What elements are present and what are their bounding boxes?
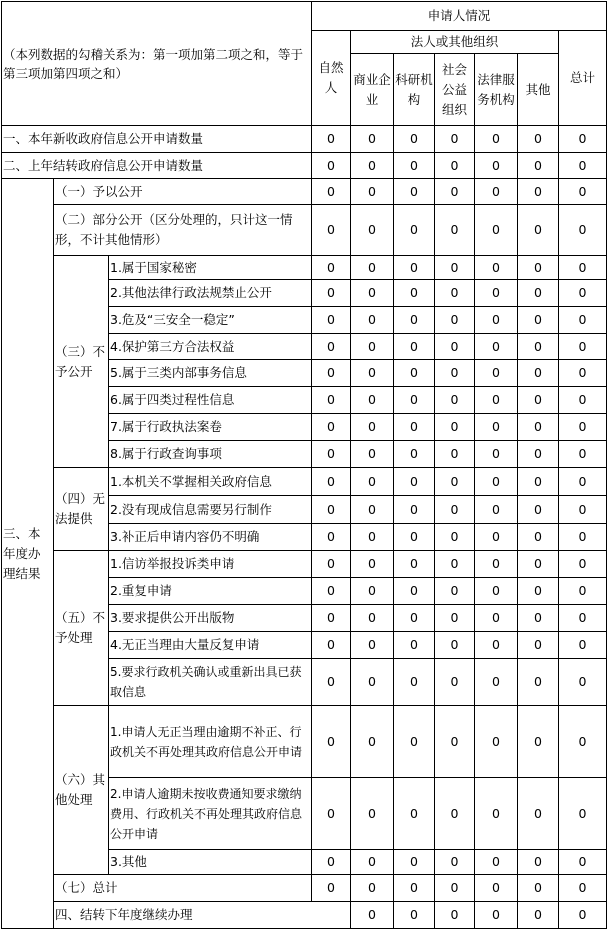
not-processed-item-4-value-1: 0	[351, 632, 394, 659]
row-carry-forward-value-2: 0	[435, 902, 475, 929]
other-handling-item-3-value-1: 0	[351, 850, 394, 875]
row-new-requests-value-1: 0	[351, 126, 394, 153]
group-partially-disclosed-value-0: 0	[312, 205, 351, 256]
not-processed-item-2-value-5: 0	[518, 578, 559, 605]
unable-item-3-value-5: 0	[518, 524, 559, 551]
not-disclosed-item-4-value-3: 0	[435, 334, 475, 360]
row-carry-forward-value-1: 0	[394, 902, 435, 929]
other-handling-item-3-value-0: 0	[312, 850, 351, 875]
section-results-label: 三、本年度办理结果	[2, 179, 54, 929]
not-processed-item-3-value-3: 0	[435, 605, 475, 632]
other-handling-item-2-value-2: 0	[394, 778, 435, 850]
not-processed-item-3-value-0: 0	[312, 605, 351, 632]
not-processed-item: 2.重复申请	[109, 578, 312, 605]
col-other: 其他	[518, 54, 559, 126]
not-processed-item-3-value-4: 0	[475, 605, 518, 632]
unable-item-1-value-3: 0	[435, 468, 475, 496]
unable-item-3-value-6: 0	[559, 524, 607, 551]
not-disclosed-item-3-value-5: 0	[518, 307, 559, 334]
other-handling-item-3-value-5: 0	[518, 850, 559, 875]
unable-item-2-value-4: 0	[475, 496, 518, 524]
table-row	[2, 902, 607, 929]
row-carried-over-value-3: 0	[435, 153, 475, 179]
not-processed-item-5-value-4: 0	[475, 659, 518, 706]
not-processed-item-1-value-5: 0	[518, 551, 559, 578]
not-disclosed-item-3-value-0: 0	[312, 307, 351, 334]
unable-item-1-value-4: 0	[475, 468, 518, 496]
row-carry-forward: 四、结转下年度继续办理	[54, 902, 351, 929]
other-handling-item-2-value-1: 0	[351, 778, 394, 850]
not-disclosed-item-7-value-1: 0	[351, 414, 394, 441]
not-disclosed-item-7-value-6: 0	[559, 414, 607, 441]
not-disclosed-item-4-value-6: 0	[559, 334, 607, 360]
group-disclosed-value-4: 0	[475, 179, 518, 205]
unable-item-3-value-1: 0	[351, 524, 394, 551]
not-disclosed-item-6-value-1: 0	[351, 387, 394, 414]
not-processed-item: 1.信访举报投诉类申请	[109, 551, 312, 578]
unable-item-1-value-6: 0	[559, 468, 607, 496]
not-disclosed-item-8-value-0: 0	[312, 441, 351, 468]
not-processed-item: 4.无正当理由大量反复申请	[109, 632, 312, 659]
other-handling-item-1-value-0: 0	[312, 706, 351, 778]
not-processed-item-5-value-5: 0	[518, 659, 559, 706]
not-processed-item-2-value-3: 0	[435, 578, 475, 605]
row-carried-over-value-1: 0	[351, 153, 394, 179]
group-total-value-1: 0	[351, 875, 394, 902]
row-new-requests-value-0: 0	[312, 126, 351, 153]
not-disclosed-item-1-value-6: 0	[559, 256, 607, 280]
not-disclosed-item: 4.保护第三方合法权益	[109, 334, 312, 360]
not-processed-item-5-value-1: 0	[351, 659, 394, 706]
not-disclosed-item-1-value-5: 0	[518, 256, 559, 280]
other-handling-item: 3.其他	[109, 850, 312, 875]
other-handling-item-2-value-3: 0	[435, 778, 475, 850]
unable-item-3-value-0: 0	[312, 524, 351, 551]
not-disclosed-item: 1.属于国家秘密	[109, 256, 312, 280]
not-processed-item-2-value-4: 0	[475, 578, 518, 605]
unable-item-2-value-5: 0	[518, 496, 559, 524]
other-handling-item-3-value-6: 0	[559, 850, 607, 875]
not-disclosed-item-7-value-3: 0	[435, 414, 475, 441]
other-handling-item-1-value-5: 0	[518, 706, 559, 778]
unable-item-1-value-0: 0	[312, 468, 351, 496]
row-carried-over-value-6: 0	[559, 153, 607, 179]
group-other-handling: （六）其他处理	[54, 706, 109, 875]
not-disclosed-item: 2.其他法律行政法规禁止公开	[109, 280, 312, 307]
group-partially-disclosed-value-2: 0	[394, 205, 435, 256]
not-processed-item-5-value-0: 0	[312, 659, 351, 706]
group-disclosed-value-0: 0	[312, 179, 351, 205]
group-total-value-6: 0	[559, 875, 607, 902]
unable-item: 1.本机关不掌握相关政府信息	[109, 468, 312, 496]
not-disclosed-item-5-value-2: 0	[394, 360, 435, 387]
not-processed-item-1-value-2: 0	[394, 551, 435, 578]
not-processed-item-2-value-1: 0	[351, 578, 394, 605]
not-processed-item-4-value-4: 0	[475, 632, 518, 659]
not-disclosed-item-5-value-0: 0	[312, 360, 351, 387]
col-business: 商业企业	[351, 54, 394, 126]
not-disclosed-item-8-value-5: 0	[518, 441, 559, 468]
col-natural-person: 自然人	[312, 31, 351, 126]
not-disclosed-item-2-value-6: 0	[559, 280, 607, 307]
not-disclosed-item-6-value-3: 0	[435, 387, 475, 414]
group-disclosed-value-1: 0	[351, 179, 394, 205]
not-disclosed-item-7-value-4: 0	[475, 414, 518, 441]
not-disclosed-item-1-value-1: 0	[351, 256, 394, 280]
group-not-processed: （五）不予处理	[54, 551, 109, 706]
group-partially-disclosed-value-6: 0	[559, 205, 607, 256]
other-handling-item-2-value-6: 0	[559, 778, 607, 850]
row-new-requests-value-6: 0	[559, 126, 607, 153]
not-processed-item-4-value-0: 0	[312, 632, 351, 659]
legal-group-header: 法人或其他组织	[351, 31, 559, 54]
group-total-value-3: 0	[435, 875, 475, 902]
unable-item-2-value-3: 0	[435, 496, 475, 524]
not-disclosed-item-5-value-3: 0	[435, 360, 475, 387]
group-unable-to-provide: （四）无法提供	[54, 468, 109, 551]
not-disclosed-item-4-value-0: 0	[312, 334, 351, 360]
not-processed-item-4-value-6: 0	[559, 632, 607, 659]
not-disclosed-item-7-value-0: 0	[312, 414, 351, 441]
other-handling-item-2-value-5: 0	[518, 778, 559, 850]
unable-item-3-value-3: 0	[435, 524, 475, 551]
not-processed-item-2-value-6: 0	[559, 578, 607, 605]
not-processed-item-1-value-0: 0	[312, 551, 351, 578]
not-disclosed-item-1-value-4: 0	[475, 256, 518, 280]
not-disclosed-item-6-value-0: 0	[312, 387, 351, 414]
group-disclosed-value-2: 0	[394, 179, 435, 205]
not-processed-item-3-value-5: 0	[518, 605, 559, 632]
other-handling-item-1-value-2: 0	[394, 706, 435, 778]
group-not-disclosed: （三）不予公开	[54, 256, 109, 468]
not-disclosed-item-7-value-5: 0	[518, 414, 559, 441]
not-processed-item-4-value-3: 0	[435, 632, 475, 659]
table-row	[2, 205, 607, 256]
row-carried-over-value-2: 0	[394, 153, 435, 179]
applicant-situation-header: 申请人情况	[312, 2, 607, 31]
col-public-welfare: 社会公益组织	[435, 54, 475, 126]
group-disclosed-value-5: 0	[518, 179, 559, 205]
not-disclosed-item-6-value-5: 0	[518, 387, 559, 414]
table-row	[2, 875, 607, 902]
not-disclosed-item-4-value-2: 0	[394, 334, 435, 360]
other-handling-item: 2.申请人逾期未按收费通知要求缴纳费用、行政机关不再处理其政府信息公开申请	[109, 778, 312, 850]
other-handling-item-1-value-3: 0	[435, 706, 475, 778]
unable-item-1-value-1: 0	[351, 468, 394, 496]
not-disclosed-item-2-value-2: 0	[394, 280, 435, 307]
unable-item: 2.没有现成信息需要另行制作	[109, 496, 312, 524]
group-partially-disclosed-value-1: 0	[351, 205, 394, 256]
not-disclosed-item-8-value-3: 0	[435, 441, 475, 468]
other-handling-item-3-value-4: 0	[475, 850, 518, 875]
not-disclosed-item-2-value-1: 0	[351, 280, 394, 307]
not-disclosed-item-5-value-4: 0	[475, 360, 518, 387]
not-disclosed-item-1-value-3: 0	[435, 256, 475, 280]
unable-item-2-value-2: 0	[394, 496, 435, 524]
group-total-value-5: 0	[518, 875, 559, 902]
row-carried-over-value-5: 0	[518, 153, 559, 179]
not-processed-item-1-value-1: 0	[351, 551, 394, 578]
not-disclosed-item-6-value-2: 0	[394, 387, 435, 414]
not-processed-item-1-value-3: 0	[435, 551, 475, 578]
other-handling-item-3-value-2: 0	[394, 850, 435, 875]
row-carry-forward-value-4: 0	[518, 902, 559, 929]
not-disclosed-item-2-value-4: 0	[475, 280, 518, 307]
group-partially-disclosed-value-4: 0	[475, 205, 518, 256]
not-processed-item-5-value-2: 0	[394, 659, 435, 706]
gov-info-disclosure-table	[1, 1, 607, 929]
not-disclosed-item-5-value-1: 0	[351, 360, 394, 387]
row-new-requests-value-2: 0	[394, 126, 435, 153]
not-disclosed-item: 5.属于三类内部事务信息	[109, 360, 312, 387]
not-processed-item-2-value-2: 0	[394, 578, 435, 605]
other-handling-item-2-value-4: 0	[475, 778, 518, 850]
not-processed-item: 3.要求提供公开出版物	[109, 605, 312, 632]
not-disclosed-item-6-value-4: 0	[475, 387, 518, 414]
not-disclosed-item-1-value-2: 0	[394, 256, 435, 280]
not-disclosed-item-8-value-2: 0	[394, 441, 435, 468]
other-handling-item-3-value-3: 0	[435, 850, 475, 875]
row-new-requests: 一、本年新收政府信息公开申请数量	[2, 126, 312, 153]
not-disclosed-item-3-value-3: 0	[435, 307, 475, 334]
not-disclosed-item-3-value-4: 0	[475, 307, 518, 334]
row-carried-over: 二、上年结转政府信息公开申请数量	[2, 153, 312, 179]
unable-item-2-value-6: 0	[559, 496, 607, 524]
group-disclosed-value-6: 0	[559, 179, 607, 205]
group-total-value-2: 0	[394, 875, 435, 902]
not-processed-item-2-value-0: 0	[312, 578, 351, 605]
unable-item-2-value-0: 0	[312, 496, 351, 524]
row-carry-forward-value-0: 0	[351, 902, 394, 929]
table-row	[2, 551, 607, 578]
not-disclosed-item-4-value-4: 0	[475, 334, 518, 360]
not-disclosed-item: 6.属于四类过程性信息	[109, 387, 312, 414]
not-disclosed-item-2-value-5: 0	[518, 280, 559, 307]
not-processed-item-3-value-6: 0	[559, 605, 607, 632]
group-partially-disclosed-value-3: 0	[435, 205, 475, 256]
not-disclosed-item: 3.危及“三安全一稳定”	[109, 307, 312, 334]
group-total-value-0: 0	[312, 875, 351, 902]
not-processed-item-4-value-5: 0	[518, 632, 559, 659]
group-disclosed: （一）予以公开	[54, 179, 312, 205]
not-disclosed-item-3-value-2: 0	[394, 307, 435, 334]
col-legal-service: 法律服务机构	[475, 54, 518, 126]
not-processed-item-3-value-1: 0	[351, 605, 394, 632]
table-row	[2, 153, 607, 179]
not-processed-item-3-value-2: 0	[394, 605, 435, 632]
not-processed-item-5-value-3: 0	[435, 659, 475, 706]
other-handling-item: 1.申请人无正当理由逾期不补正、行政机关不再处理其政府信息公开申请	[109, 706, 312, 778]
row-new-requests-value-4: 0	[475, 126, 518, 153]
group-total-value-4: 0	[475, 875, 518, 902]
not-disclosed-item-6-value-6: 0	[559, 387, 607, 414]
not-disclosed-item-8-value-1: 0	[351, 441, 394, 468]
not-disclosed-item-2-value-0: 0	[312, 280, 351, 307]
col-research: 科研机构	[394, 54, 435, 126]
not-disclosed-item-3-value-1: 0	[351, 307, 394, 334]
not-disclosed-item-3-value-6: 0	[559, 307, 607, 334]
not-processed-item-1-value-6: 0	[559, 551, 607, 578]
table-row	[2, 256, 607, 280]
row-carried-over-value-0: 0	[312, 153, 351, 179]
group-partially-disclosed: （二）部分公开（区分处理的，只计这一情形，不计其他情形）	[54, 205, 312, 256]
not-disclosed-item-8-value-6: 0	[559, 441, 607, 468]
other-handling-item-1-value-4: 0	[475, 706, 518, 778]
group-partially-disclosed-value-5: 0	[518, 205, 559, 256]
unable-item: 3.补正后申请内容仍不明确	[109, 524, 312, 551]
table-row	[2, 179, 607, 205]
table-row	[2, 706, 607, 778]
other-handling-item-1-value-1: 0	[351, 706, 394, 778]
row-carry-forward-value-3: 0	[475, 902, 518, 929]
not-disclosed-item: 8.属于行政查询事项	[109, 441, 312, 468]
not-processed-item-5-value-6: 0	[559, 659, 607, 706]
other-handling-item-1-value-6: 0	[559, 706, 607, 778]
not-disclosed-item: 7.属于行政执法案卷	[109, 414, 312, 441]
unable-item-2-value-1: 0	[351, 496, 394, 524]
not-processed-item: 5.要求行政机关确认或重新出具已获取信息	[109, 659, 312, 706]
col-total: 总计	[559, 31, 607, 126]
not-disclosed-item-5-value-5: 0	[518, 360, 559, 387]
unable-item-1-value-2: 0	[394, 468, 435, 496]
not-disclosed-item-2-value-3: 0	[435, 280, 475, 307]
not-disclosed-item-1-value-0: 0	[312, 256, 351, 280]
unable-item-3-value-4: 0	[475, 524, 518, 551]
row-new-requests-value-5: 0	[518, 126, 559, 153]
not-disclosed-item-8-value-4: 0	[475, 441, 518, 468]
group-total: （七）总计	[54, 875, 312, 902]
table-row	[2, 126, 607, 153]
note-cell: （本列数据的勾稽关系为：第一项加第二项之和，等于第三项加第四项之和）	[2, 2, 312, 126]
row-carry-forward-value-5: 0	[559, 902, 607, 929]
other-handling-item-2-value-0: 0	[312, 778, 351, 850]
unable-item-1-value-5: 0	[518, 468, 559, 496]
not-disclosed-item-7-value-2: 0	[394, 414, 435, 441]
not-processed-item-1-value-4: 0	[475, 551, 518, 578]
row-carried-over-value-4: 0	[475, 153, 518, 179]
not-disclosed-item-5-value-6: 0	[559, 360, 607, 387]
not-disclosed-item-4-value-1: 0	[351, 334, 394, 360]
group-disclosed-value-3: 0	[435, 179, 475, 205]
unable-item-3-value-2: 0	[394, 524, 435, 551]
not-disclosed-item-4-value-5: 0	[518, 334, 559, 360]
row-new-requests-value-3: 0	[435, 126, 475, 153]
not-processed-item-4-value-2: 0	[394, 632, 435, 659]
table-row	[2, 468, 607, 496]
